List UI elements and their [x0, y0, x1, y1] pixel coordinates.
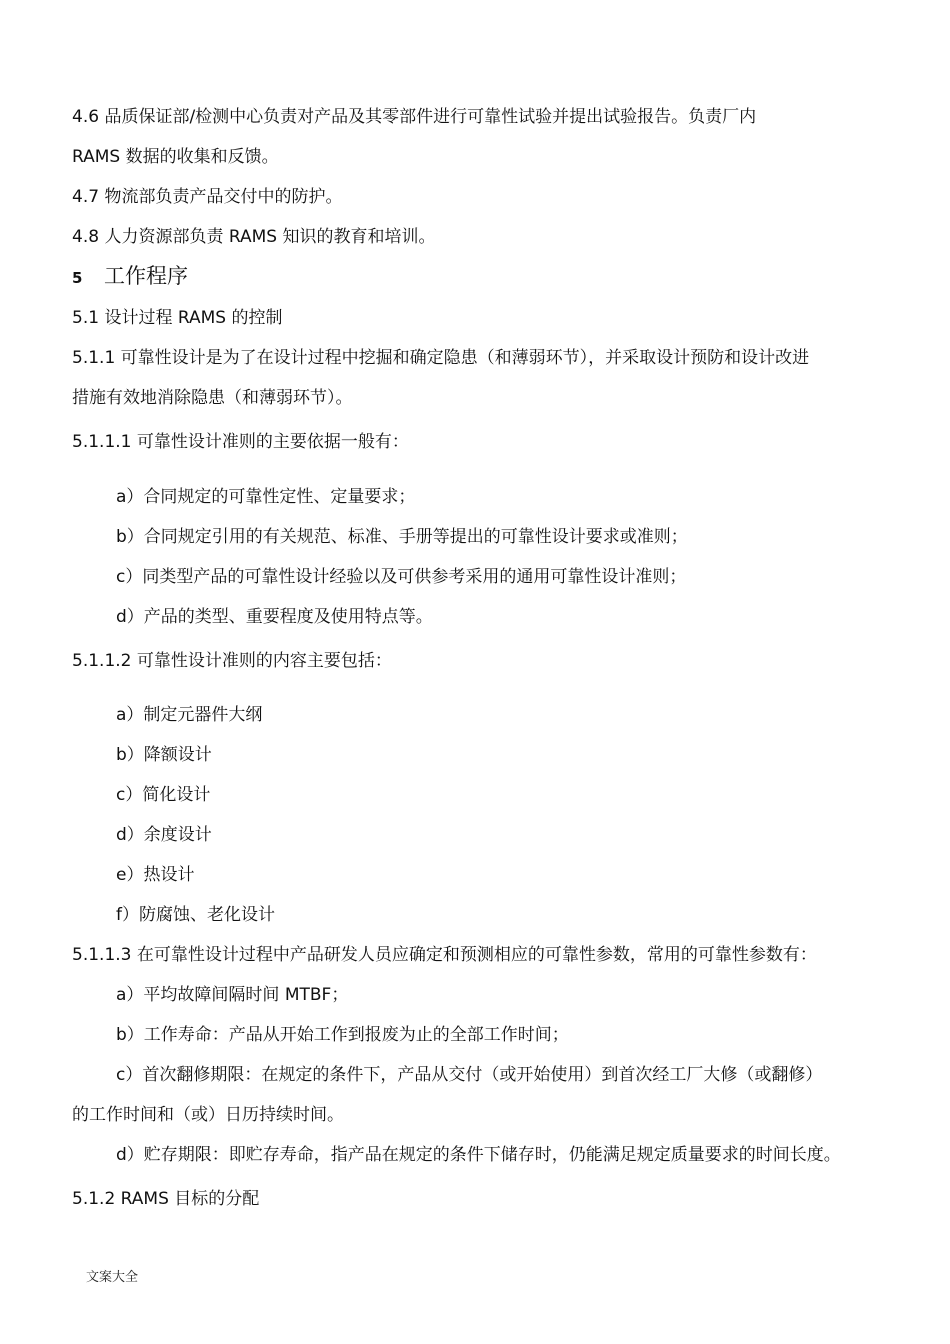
para-5-1-1-3: 5.1.1.3 在可靠性设计过程中产品研发人员应确定和预测相应的可靠性参数，常用的可靠性参数有：: [72, 945, 817, 965]
list-item: c）简化设计: [116, 785, 211, 805]
list-item: d）贮存期限：即贮存寿命，指产品在规定的条件下储存时，仍能满足规定质量要求的时间长度。: [116, 1145, 841, 1165]
page-footer: 文案大全: [86, 1270, 139, 1285]
list-item: a）制定元器件大纲: [116, 705, 263, 725]
para-5-1-1-cont: 措施有效地消除隐患（和薄弱环节）。: [72, 388, 353, 408]
list-item: d）产品的类型、重要程度及使用特点等。: [116, 607, 433, 627]
list-item: d）余度设计: [116, 825, 212, 845]
para-5-1-2: 5.1.2 RAMS 目标的分配: [72, 1189, 260, 1209]
section-heading-5: [72, 263, 188, 291]
list-item: c）首次翻修期限：在规定的条件下，产品从交付（或开始使用）到首次经工厂大修（或翻修）: [116, 1065, 823, 1085]
para-4-7: 4.7 物流部负责产品交付中的防护。: [72, 187, 343, 207]
list-item: f）防腐蚀、老化设计: [116, 905, 275, 925]
para-5-1: 5.1 设计过程 RAMS 的控制: [72, 308, 283, 328]
para-5-1-1-2: 5.1.1.2 可靠性设计准则的内容主要包括：: [72, 651, 392, 671]
para-5-1-1: 5.1.1 可靠性设计是为了在设计过程中挖掘和确定隐患（和薄弱环节），并采取设计预防和设计改进: [72, 348, 810, 368]
list-item: b）合同规定引用的有关规范、标准、手册等提出的可靠性设计要求或准则；: [116, 527, 688, 547]
list-item: a）平均故障间隔时间 MTBF；: [116, 985, 349, 1005]
para-5-1-1-1: 5.1.1.1 可靠性设计准则的主要依据一般有：: [72, 432, 409, 452]
para-4-8: 4.8 人力资源部负责 RAMS 知识的教育和培训。: [72, 227, 436, 247]
list-item: b）工作寿命：产品从开始工作到报废为止的全部工作时间；: [116, 1025, 569, 1045]
section-title: 工作程序: [104, 264, 188, 288]
para-4-6-cont: RAMS 数据的收集和反馈。: [72, 147, 279, 167]
list-item: e）热设计: [116, 865, 195, 885]
list-item-cont: 的工作时间和（或）日历持续时间。: [72, 1105, 344, 1125]
list-item: b）降额设计: [116, 745, 212, 765]
section-number: 5: [72, 269, 83, 287]
list-item: a）合同规定的可靠性定性、定量要求；: [116, 487, 416, 507]
list-item: c）同类型产品的可靠性设计经验以及可供参考采用的通用可靠性设计准则；: [116, 567, 687, 587]
para-4-6: 4.6 品质保证部/检测中心负责对产品及其零部件进行可靠性试验并提出试验报告。负责厂内: [72, 107, 757, 127]
